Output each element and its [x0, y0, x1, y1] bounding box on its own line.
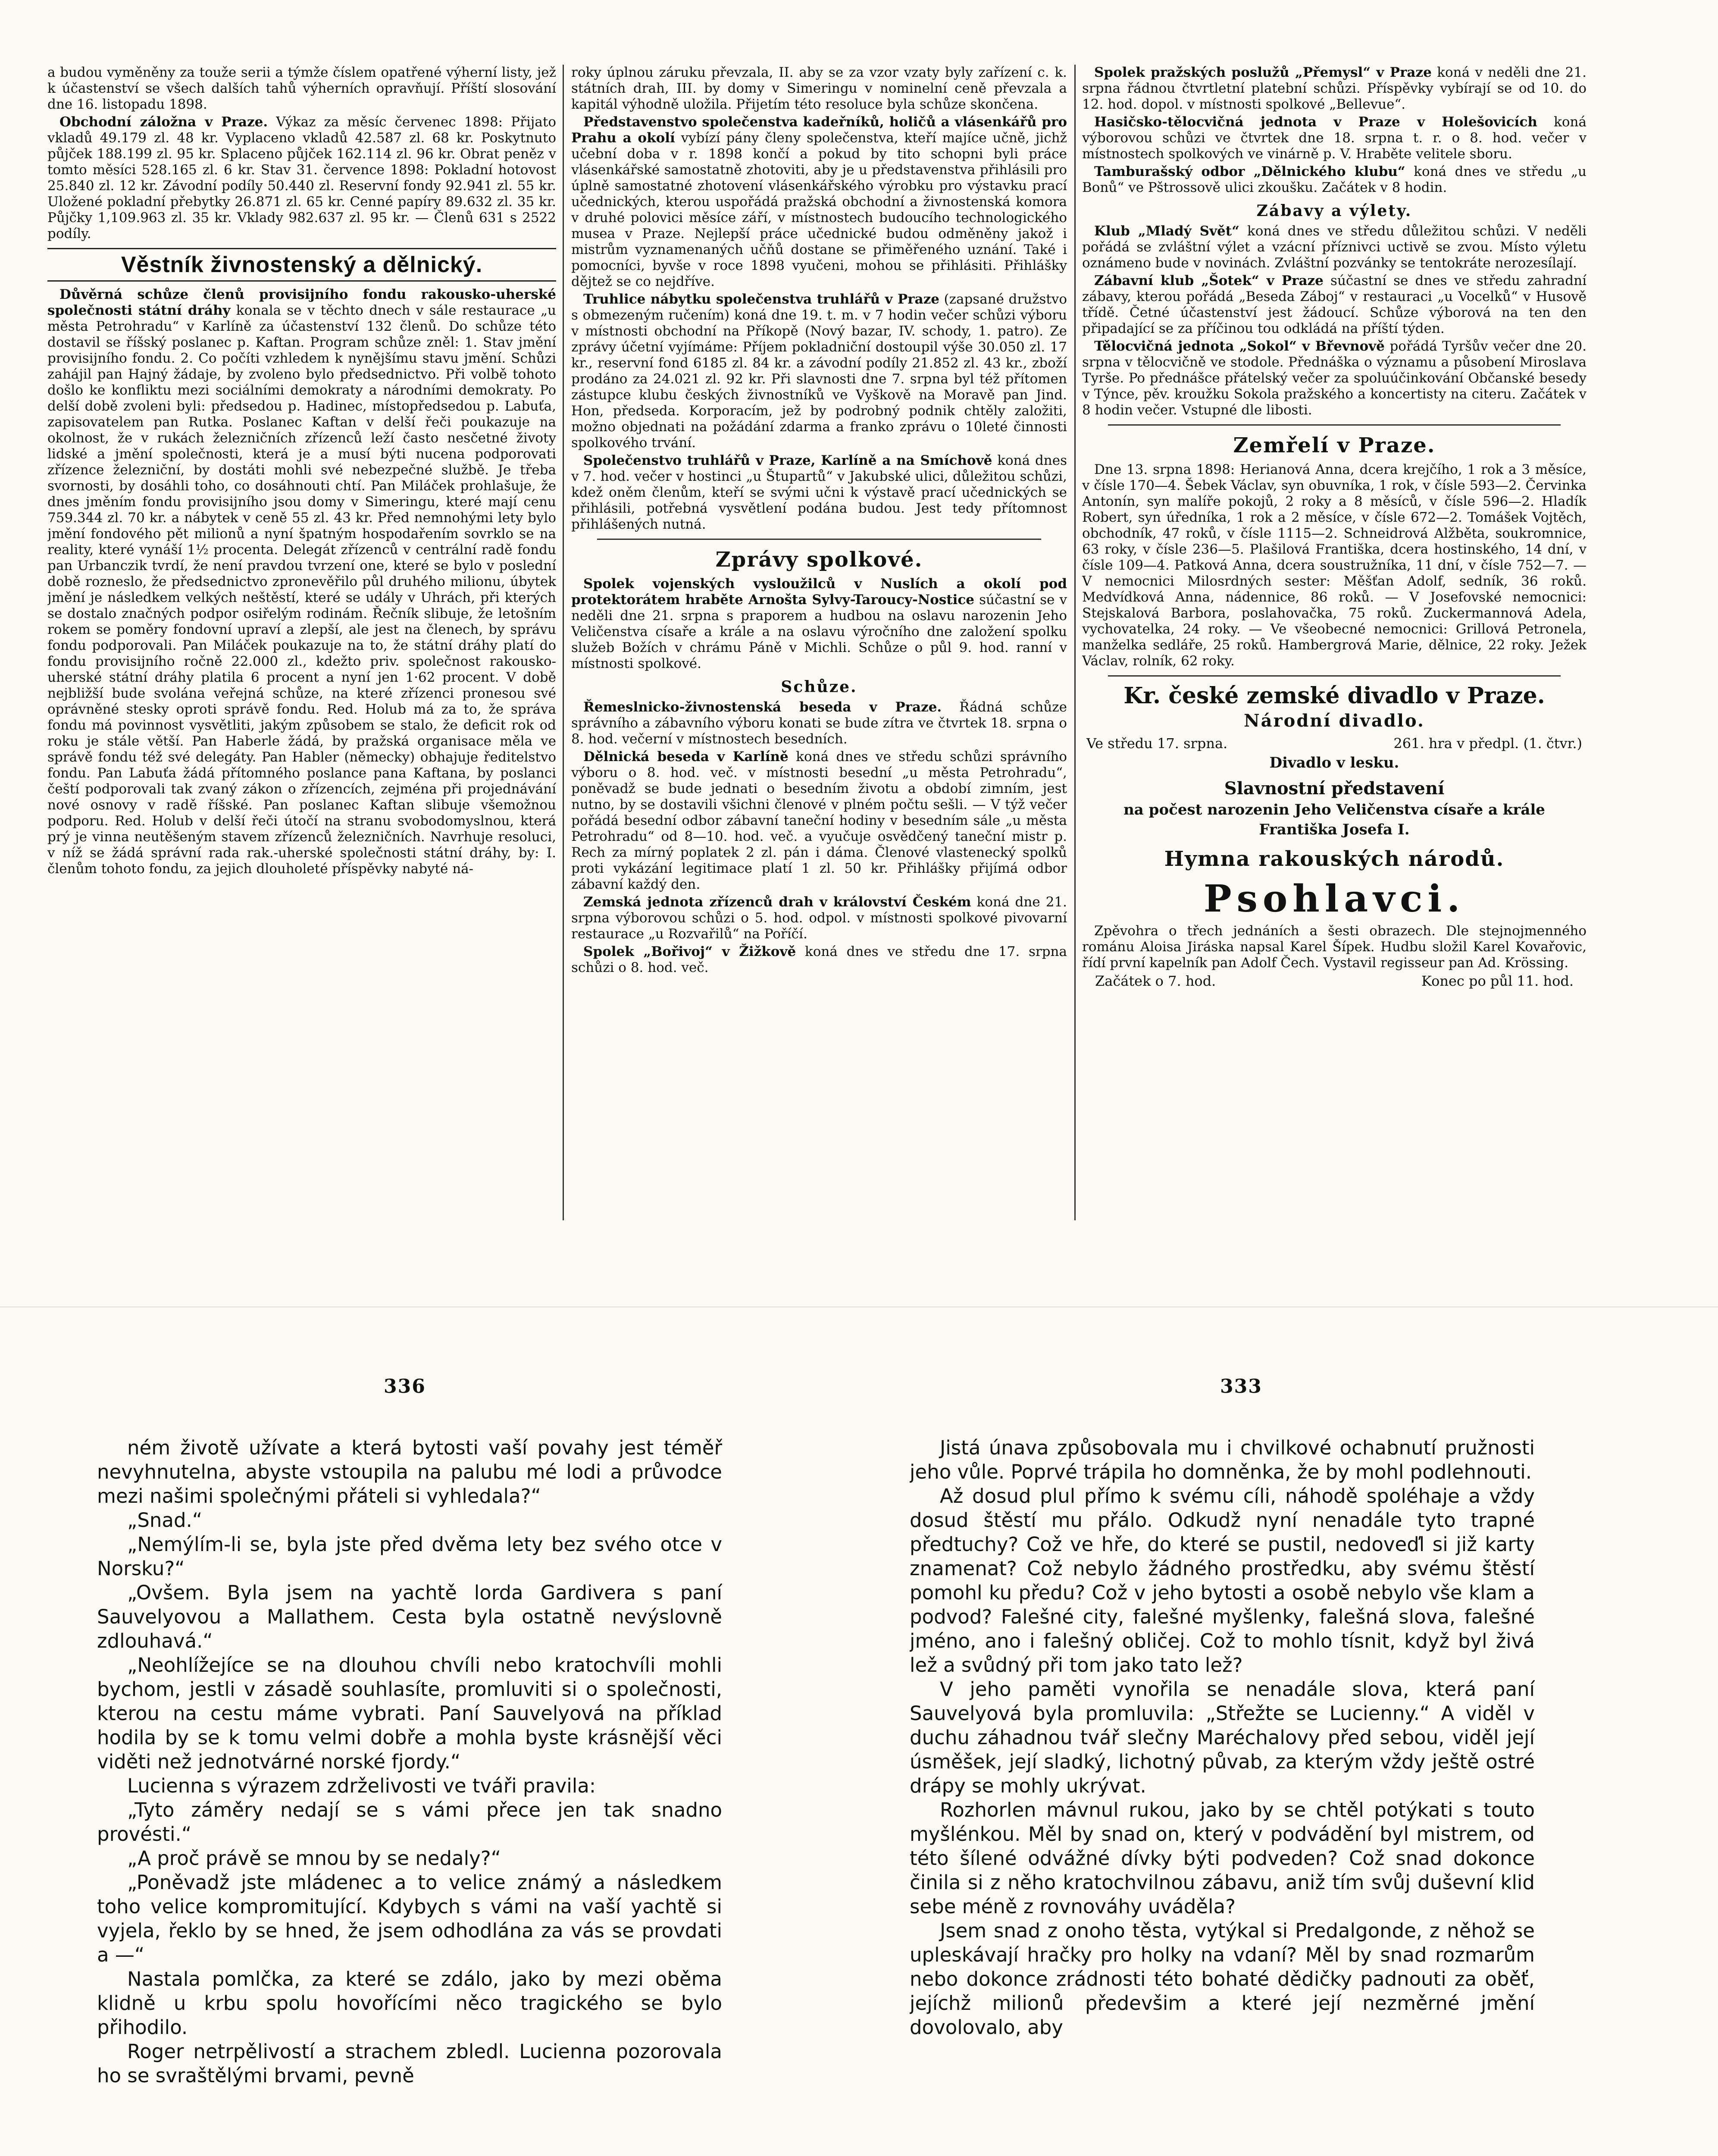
left-paragraph: Lucienna s výrazem zdrželivosti ve tváři pravila:: [127, 1774, 596, 1797]
left-paragraph: Nastala pomlčka, za které se zdálo, jako by mezi oběma klidně u krbu spolu hovořícími něco tragického se bylo přihodilo.: [97, 1968, 722, 2039]
barbers-text: vybízí pány členy společenstva, kteří majíce učně, jichž učební doba v r. 1898 končí a pokud by tito schopni byli práce vlásenkářské samostatně zhotoviti, aby je u představenstva přihlásili pro úplně samostatné zhotovení vlásenkářského výrobku pro výstavku prací učednických, kterou uspořádá pražská obchodní a živnostenská komora v druhé polovici měsíce září, v místnostech budoucího technologického musea v Praze. Nejlepší práce učednické budou odměněny jakož i mistrům vyznamenaných učňů dostane se přiměřeného uznání. Také i pomocníci, byvše v roce 1898 vyučeni, mohou se přihlásiti. Přihlášky dějtež se co nejdříve.: [571, 130, 1067, 289]
deaths-list: Dne 13. srpna 1898: Herianová Anna, dcera krejčího, 1 rok a 3 měsíce, v čísle 170—4. Šebek Václav, syn obuvníka, 1 rok, v čísle 593—2. Červinka Antonín, syn malíře pokojů, 2 roky a 8 měsíců, v čísle 596—2. Hladík Robert, syn úředníka, 1 rok a 2 měsíce, v čísle 672—2. Tomášek Vojtěch, obchodník, 47 roků, v čísle 1115—2. Schneidrová Alžběta, soukromnice, 63 roky, v čísle 236—5. Plašilová Františka, dcera hostinského, 14 dní, v čísle 109—4. Patková Anna, dcera soustružníka, 11 dní, v čísle 752—7. — V nemocnici Milosrdných sester: Měšťan Adolf, sedník, 36 roků. Medvídková Anna, nádennice, 86 roků. — V Josefovské nemocnici: Stejskalová Barbora, poslahovačka, 75 roků. Zuckermannová Adela, vychovatelka, 24 roky. — Ve všeobecné nemocnici: Grillová Petronela, manželka sedláře, 25 roků. Hambergrová Marie, dělnice, 22 roky. Ježek Václav, rolník, 62 roky.: [1082, 462, 1587, 669]
book-left-column: [97, 1436, 722, 2156]
newspaper-column-2: [571, 65, 1067, 1229]
book-right-column: [910, 1436, 1535, 2156]
joiners-text: koná dnes v 7. hod. večer v hostinci „u Štupartů“ v Jakubské ulici, důležitou schůzi, kdež oněm členům, kteří se svými učni k výstavě prací učednických se přihlásili, potřebná vysvětlení podána budou. Jest tedy přítomnost přihlášených nutná.: [571, 453, 1067, 532]
barbers-lead: Představenstvo společenstva kadeřníků, holičů a vlásenkářů pro Prahu a okolí: [571, 114, 1067, 146]
rail-notice: [571, 894, 1067, 942]
subheading-meetings: Schůze.: [781, 678, 857, 696]
carpenters-lead: Truhlice nábytku společenstva truhlářů v Praze: [583, 291, 940, 307]
workers-notice: [571, 749, 1067, 893]
left-page-number: 336: [384, 1376, 426, 1398]
left-paragraph: „Tyto záměry nedají se s vámi přece jen tak snadno provésti.“: [97, 1799, 722, 1846]
workers-text: koná dnes ve středu schůzi správního výboru o 8. hod. več. v místnosti besední „u města Petrohradu“, poněvadž se bude jednati o besedním životu a období zimním, jest nutno, by se dostavili všichni členové v plném počtu sešli. — V týž večer pořádá besední odbor zábavní taneční hodiny v besedním sále „u města Petrohradu“ od 8—10. hod. več. a vyučuje osvědčený taneční mistr p. Rech za mírný poplatek 2 zl. pán i dáma. Členové vlastenecký spolků proti vykázání legitimace platí 1 zl. 50 kr. Přihlášky přijímá odbor zábavní každý den.: [571, 749, 1067, 892]
barbers-notice: [571, 114, 1067, 290]
meeting-report: [47, 287, 556, 877]
veterans-text: súčastní se v neděli dne 21. srpna s praporem a hudbou na oslavu narozenin Jeho Veličenstva císaře a krále a na oslavu výročního dne založení spolku služeb Božích v chrámu Páně v Michli. Schůze o půl 9. hod. ranní v místnosti spolkové.: [571, 592, 1067, 671]
gala-occasion: na počest narozenin Jeho Veličenstva císaře a krále: [1123, 801, 1545, 818]
resolution-text: roky úplnou záruku převzala, II. aby se za vzor vzaty byly zařízení c. k. státních drah, III. by domy v Simeringu v nominelní ceně převzala a kapitál výhodně uložila. Přijetím této resoluce byla schůze skončena.: [571, 65, 1067, 112]
left-paragraph: „Neohlížejíce se na dlouhou chvíli nebo kratochvíli mohli bychom, jestli v zásadě souhlasíte, promluviti si o společnosti, kterou na cestu máme vybrati. Paní Sauvelyová na příklad hodila by se k tomu velmi dobře a mohla byste krásnější věci viděti než jednotvárné norské fjordy.“: [97, 1654, 722, 1773]
sokol-notice: [1082, 338, 1587, 418]
firemen-text: koná výborovou schůzi ve čtvrtek dne 18. srpna t. r. o 8. hod. večer v místnostech spolkových ve vinárně p. V. Hraběte velitele sboru.: [1082, 114, 1587, 162]
veterans-notice: [571, 576, 1067, 672]
bank-lead: Obchodní záložna v Praze.: [59, 114, 268, 130]
carpenters-notice: [571, 291, 1067, 451]
tambura-lead: Tamburašský odbor „Dělnického klubu“: [1094, 164, 1405, 179]
left-paragraph: Roger netrpělivostí a strachem zbledl. Lucienna pozorovala ho se svraštělými brvami, pevně: [97, 2040, 722, 2087]
sotek-lead: Zábavní klub „Šotek“ v Praze: [1094, 273, 1324, 288]
tambura-text: koná dnes ve středu „u Bonů“ ve Pštrossově ulici zkoušku. Začátek v 8 hodin.: [1082, 164, 1587, 195]
theatre-date: Ve středu 17. srpna.: [1086, 735, 1228, 752]
theatre-title: Kr. české zemské divadlo v Praze.: [1123, 683, 1545, 709]
divider: [1108, 424, 1561, 426]
section-heading-deaths: Zemřelí v Praze.: [1233, 433, 1436, 458]
right-paragraph: Rozhorlen mávnul rukou, jako by se chtěl potýkati s touto myšlénkou. Měl by snad on, který v podvádění byl mistrem, od této šílené odvážné dívky býti podveden? Což snad dokonce činila si z něho kratochvilnou zábavu, aniž tím svůj duševní klid sebe méně z rovnováhy uváděla?: [910, 1799, 1535, 1918]
left-paragraph: „Nemýlím-li se, byla jste před dvěma lety bez svého otce v Norsku?“: [97, 1533, 722, 1580]
club-notice: [1082, 223, 1587, 271]
premysl-text: koná v neděli dne 21. srpna řádnou čtvrtletní platební schůzi. Příspěvky vybírají se od 10. do 12. hod. dopol. v místnosti spolkové „Bellevue“.: [1082, 65, 1587, 112]
start-time: Začátek o 7. hod.: [1095, 973, 1216, 989]
tambura-notice: [1082, 164, 1587, 196]
right-paragraph: Jistá únava způsobovala mu i chvilkové ochabnutí pružnosti jeho vůle. Poprvé trápila ho domněnka, že by mohl podlehnouti.: [910, 1436, 1535, 1483]
gala-heading: Slavnostní představení: [1224, 778, 1445, 799]
workers-lead: Dělnická beseda v Karlíně: [583, 749, 789, 765]
divider: [597, 539, 1041, 540]
theatre-performance: 261. hra v předpl. (1. čtvr.): [1393, 735, 1582, 752]
left-paragraph: „Ovšem. Byla jsem na yachtě lorda Gardivera s paní Sauvelyovou a Mallathem. Cesta byla ostatně nevýslovně zdlouhavá.“: [97, 1581, 722, 1652]
section-heading-trades: Věstník živnostenský a dělnický.: [47, 248, 556, 282]
premysl-notice: [1082, 65, 1587, 113]
right-paragraph: Jsem snad z onoho těsta, vytýkal si Predalgonde, z něhož se upleskávají hračky pro holky na vdaní? Měl by snad rozmarům nebo dokonce zrádnosti této bohaté dědičky padnouti za oběť, jejíchž milionů předevšim a které její nezměrné jmění dovolovalo, aby: [910, 1919, 1535, 2039]
trades-lead: Řemeslnicko-živnostenská beseda v Praze.: [583, 699, 942, 715]
left-paragraph: „Snad.“: [127, 1509, 203, 1532]
end-time: Konec po půl 11. hod.: [1421, 973, 1574, 989]
right-paragraph: Až dosud plul přímo k svému cíli, náhodě spoléhaje a vždy dosud štěstí mu přálo. Odkudž nyní nenadále tyto trapné předtuchy? Což ve hře, do které se pustil, nedoveďl si již karty znamenat? Což nebylo žádného prostředku, aby svému štěstí pomohl ku předu? Což v jeho bytosti a osobě nebylo vše klam a podvod? Falešné city, falešné myšlenky, falešná slova, falešné jméno, ano i falešný obličej. Což to mohlo tísnit, když byl živá lež a svůdný při tom jako tato lež?: [910, 1485, 1535, 1677]
joiners-lead: Společenstvo truhlářů v Praze, Karlíně a na Smíchově: [583, 453, 992, 468]
newspaper-column-1: [47, 65, 556, 1229]
rail-lead: Zemská jednota zřízenců drah v království Českém: [583, 894, 971, 910]
hymn-title: Hymna rakouských národů.: [1164, 847, 1505, 871]
club-text: koná dnes ve středu důležitou schůzi. V neděli pořádá se zvláštní výlet a vzácní příznivci uctivě se zvou. Místo výletu oznámeno bude v novinách. Zvláštní pozvánky se tentokráte nerozesílají.: [1082, 223, 1587, 271]
left-paragraph: ném životě užívate a která bytosti vaší povahy jest téměř nevyhnutelna, abyste vstoupila na palubu mé lodi a průvodce mezi našimi společnými přáteli si vyhledala?“: [97, 1436, 722, 1507]
left-paragraph: „A proč právě se mnou by se nedaly?“: [127, 1847, 501, 1870]
show-times: [1095, 973, 1574, 989]
column-rule: [1074, 65, 1076, 1220]
column-rule: [563, 65, 564, 1220]
section-heading-societies: Zprávy spolkové.: [715, 548, 923, 572]
sokol-text: pořádá Tyršův večer dne 20. srpna v tělocvičně ve stodole. Přednáška o významu a působení Miroslava Tyrše. Po přednášce přátelský večer za spoluúčinkování Občanské besedy v Týnce, pěv. kroužku Sokola pražského a koncertisty na citeru. Začátek v 8 hodin večer. Vstupné dle libosti.: [1082, 338, 1587, 418]
carpenters-text: (zapsané družstvo s obmezeným ručením) koná dne 19. t. m. v 7 hodin večer schůzi výboru v místnosti obchodní na Příkopě (Nový bazar, IV. schody, 1. patro). Ze zprávy účetní vyjímáme: Příjem pokladniční dostoupil výše 30.050 zl. 17 kr., reservní fond 6185 zl. 84 kr. a závodní podíly 21.852 zl. 43 kr., zboží prodáno za 24.021 zl. 92 kr. Při slavnosti dne 7. srpna byl též přítomen zástupce klubu českých živnostníků ve Vyškově na Moravě pan Jind. Hon, předseda. Korporacím, jež by podrobný podnik chtěly založiti, možno objednati na požádání zdarma a franko zprávu o 10leté činnosti spolkového trvání.: [571, 291, 1067, 451]
newspaper-column-3: [1082, 65, 1587, 1229]
sotek-notice: [1082, 273, 1587, 337]
divider: [1108, 675, 1561, 677]
firemen-notice: [1082, 114, 1587, 162]
sokol-lead: Tělocvičná jednota „Sokol“ v Břevnově: [1094, 338, 1385, 354]
joiners-notice: [571, 453, 1067, 533]
right-page-number: 333: [1220, 1376, 1262, 1398]
theatre-lease: Divadlo v lesku.: [1269, 754, 1399, 771]
club-lead: Klub „Mladý Svět“: [1094, 223, 1239, 239]
sotek-text: súčastní se dnes ve středu zahradní zábavy, kterou pořádá „Beseda Záboj“ v restauraci „u Vocelků“ v Husově třídě. Četné účastenství jest žádoucí. Schůze výborová na ten den připadající se za příčinou tou odkládá na příští týden.: [1082, 273, 1587, 336]
trades-text: Řádná schůze správního a zábavního výboru konati se bude zítra ve čtvrtek 18. srpna o 8. hod. večerní v místnostech besedních.: [571, 699, 1067, 747]
borivoj-lead: Spolek „Bořivoj“ v Žižkově: [583, 944, 796, 959]
right-paragraph: V jeho paměti vynořila se nenadále slova, která paní Sauvelyová byla promluvila: „Střežte se Lucienny.“ A viděl v duchu záhadnou tvář slečny Maréchalovy před sebou, viděl její úsměšek, její sladký, lichotný půvab, za kterým vždy ještě ostré drápy se mohly ukrývat.: [910, 1678, 1535, 1797]
trades-notice: [571, 699, 1067, 747]
lottery-text: a budou vyměněny za touže serii a týmže číslem opatřené výherní listy, jež k účastenství se všech dalších tahů výherních opravňují. Příští slosování dne 16. listopadu 1898.: [47, 65, 556, 112]
rail-text: koná dne 21. srpna výborovou schůzi o 5. hod. odpol. v místnosti spolkové pivovarní restaurace „u Rozvařilů“ na Poříčí.: [571, 894, 1067, 942]
borivoj-notice: [571, 944, 1067, 976]
theatre-subtitle: Národní divadlo.: [1244, 711, 1425, 731]
play-title: Psohlavci.: [1203, 877, 1465, 921]
meeting-lead: Důvěrná schůze členů provisijního fondu rakousko-uherské společnosti státní dráhy: [47, 287, 556, 318]
play-description: Zpěvohra o třech jednáních a šesti obrazech. Dle stejnojmenného románu Aloisa Jiráska napsal Karel Šípek. Hudbu složil Karel Kovařovic, řídí první kapelník pan Adolf Čech. Vystavil regisseur pan Ad. Krössing.: [1082, 923, 1587, 971]
gala-name: Františka Josefa I.: [1259, 821, 1410, 838]
borivoj-text: koná dnes ve středu dne 17. srpna schůzi o 8. hod. več.: [571, 944, 1067, 975]
veterans-lead: Spolek vojenských vysloužilců v Nuslích a okolí pod protektorátem hraběte Arnošta Sylvy-Taroucy-Nostice: [571, 576, 1067, 608]
section-heading-trips: Zábavy a výlety.: [1256, 202, 1412, 220]
premysl-lead: Spolek pražských poslužů „Přemysl“ v Praze: [1094, 65, 1432, 80]
bank-report: [47, 114, 556, 242]
bank-text: Výkaz za měsíc červenec 1898: Přijato vkladů 49.179 zl. 48 kr. Vyplaceno vkladů 42.587 zl. 68 kr. Poskytnuto půjček 188.199 zl. 95 kr. Splaceno půjček 162.114 zl. 96 kr. Obrat peněz v tomto měsíci 528.165 zl. 6 kr. Stav 31. července 1898: Pokladní hotovost 25.840 zl. 12 kr. Závodní podíly 50.440 zl. Reservní fondy 92.941 zl. 55 kr. Uložené pokladní přebytky 26.871 zl. 65 kr. Cenné papíry 89.632 zl. 35 kr. Půjčky 1,109.963 zl. 35 kr. Vklady 982.637 zl. 95 kr. — Členů 631 s 2522 podíly.: [47, 114, 556, 241]
firemen-lead: Hasičsko-tělocvičná jednota v Praze v Holešovicích: [1094, 114, 1537, 130]
left-paragraph: „Poněvadž jste mládenec a to velice známý a následkem toho velice kompromitující. Kdybych s vámi na vaší yachtě si vyjela, řeklo by se hned, že jsem odhodlána za vás se provdati a —“: [97, 1871, 722, 1966]
theatre-info-row: [1086, 735, 1582, 752]
meeting-text: konala se v těchto dnech v sále restaurace „u města Petrohradu“ v Karlíně za účastenství 132 členů. Do schůze této dostavil se říšský poslanec p. Kaftan. Program schůze zněl: 1. Stav jmění provisijního fondu. 2. Co počíti vzhledem k nynějšímu stavu jmění. Schůzi zahájil pan Hajný žádaje, by zvoleno bylo předsednictvo. Při volbě tohoto došlo ke konfliktu mezi sociálními demokraty a národními demokraty. Po delší době zvoleni byli: předsedou p. Hadinec, místopředsedou p. Labuťa, zapisovatelem pan Rutka. Poslanec Kaftan v delší řeči poukazuje na okolnost, že v rukách železničních zřízenců leží často nesčetné životy lidské a jmění společnosti, která je a musí býti nucena podporovati zřízence železniční, by dostáti mohli své nebezpečné službě. Je třeba svornosti, by dosáhli toho, co dosáhnouti chtí. Pan Miláček prohlašuje, že dnes jměním fondu provisijního jsou domy v Simeringu, které mají cenu 759.344 zl. 70 kr. a nábytek v ceně 55 zl. 43 kr. Před nemnohými lety bylo jmění fondového pět milionů a nyní špatným hospodařením sovrklo se na reality, které vynáší 1½ procenta. Delegát zřízenců v centrální radě fondu pan Urbanczik tvrdí, že není pravdou tvrzení one, které se bylo v poslední době rozneslo, že předsednictvo zpronevěřilo půl druhého milionu, úbytek jmění je následkem velkých neštěstí, které se udály v Uhrách, při kterých se dostalo značných podpor osiřelým rodinám. Řečník slibuje, že letošním rokem se poměry fondovní upraví a zlepší, ale jest na členech, by správu fondu podporovali. Pan Miláček poukazuje na to, že státní dráhy platí do fondu provisijního ročně 22.000 zl., kdežto priv. společnost rakousko-uherské státní dráhy platila 6 procent a nyní jen 1·62 procent. V době nejbližší bude svolána veřejná schůze, na které zřízenci pronesou své oprávněné stesky oproti správě fondu. Red. Holub má za to, že správa fondu má povinnost vysvětliti, jakým způsobem se stalo, že deficit rok od roku je stále větší. Pan Haberle žádá, by pražská organisace měla ve správě fondu též své delegáty. Pan Habler (německy) obhajuje ředitelstvo fondu. Pan Labuťa žádá přítomného poslance pana Kaftana, by poslanci čeští podporovali tak zvaný zákon o zřízencích, zejména při projednávání nové osnovy v radě říšské. Pan poslanec Kaftan slibuje všemožnou podporu. Red. Holub v delší řeči útočí na stranu svobodomyslnou, která prý je vinna neutěšeným stavem zřízenců železničních. Navrhuje resoluci, v níž se žádá správní rada rak.-uherské společnosti státní dráhy, by: I. členům tohoto fondu, za jejich dlouholeté příspěvky nabyté ná-: [47, 303, 556, 877]
